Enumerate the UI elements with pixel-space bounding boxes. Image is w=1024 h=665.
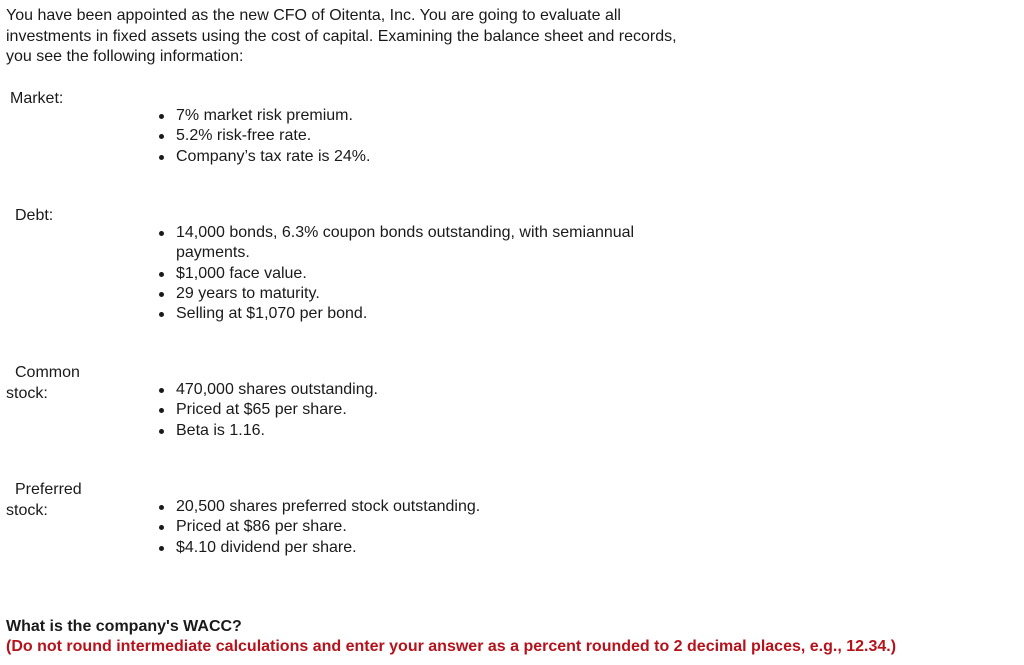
preferred-stock-label: [6, 480, 82, 521]
common-stock-label: [6, 363, 80, 404]
list-item: $4.10 dividend per share.: [155, 538, 705, 558]
list-item: Beta is 1.16.: [155, 421, 705, 441]
intro-paragraph: You have been appointed as the new CFO of Oitenta, Inc. You are going to evaluate all investments in fixed assets using the cost of capital. Examining the balance sheet and records, you see the following information:: [6, 7, 677, 65]
list-item: Priced at $65 per share.: [155, 400, 705, 420]
list-item: Selling at $1,070 per bond.: [155, 304, 705, 324]
preferred-stock-label-line1: Preferred: [15, 481, 82, 498]
list-item: $1,000 face value.: [155, 264, 705, 284]
common-stock-label-line2: stock:: [6, 384, 48, 402]
list-item: Priced at $86 per share.: [155, 517, 705, 537]
list-item: 470,000 shares outstanding.: [155, 380, 705, 400]
debt-list: [155, 223, 705, 324]
list-item: 20,500 shares preferred stock outstanding.: [155, 497, 705, 517]
market-list: [155, 106, 705, 167]
preferred-stock-label-line2: stock:: [6, 501, 48, 519]
instruction-text: (Do not round intermediate calculations and enter your answer as a percent rounded to 2 decimal places, e.g., 12.34.): [6, 638, 897, 655]
list-item: 5.2% risk-free rate.: [155, 126, 705, 146]
list-item: 29 years to maturity.: [155, 284, 705, 304]
question-text: What is the company's WACC?: [6, 618, 242, 635]
preferred-stock-list: [155, 497, 705, 558]
list-item: 14,000 bonds, 6.3% coupon bonds outstanding, with semiannual payments.: [155, 223, 705, 264]
debt-label: Debt:: [15, 207, 54, 224]
common-stock-list: [155, 380, 705, 441]
list-item: 7% market risk premium.: [155, 106, 705, 126]
market-label: Market:: [10, 90, 64, 107]
list-item: Company’s tax rate is 24%.: [155, 147, 705, 167]
common-stock-label-line1: Common: [15, 364, 80, 381]
